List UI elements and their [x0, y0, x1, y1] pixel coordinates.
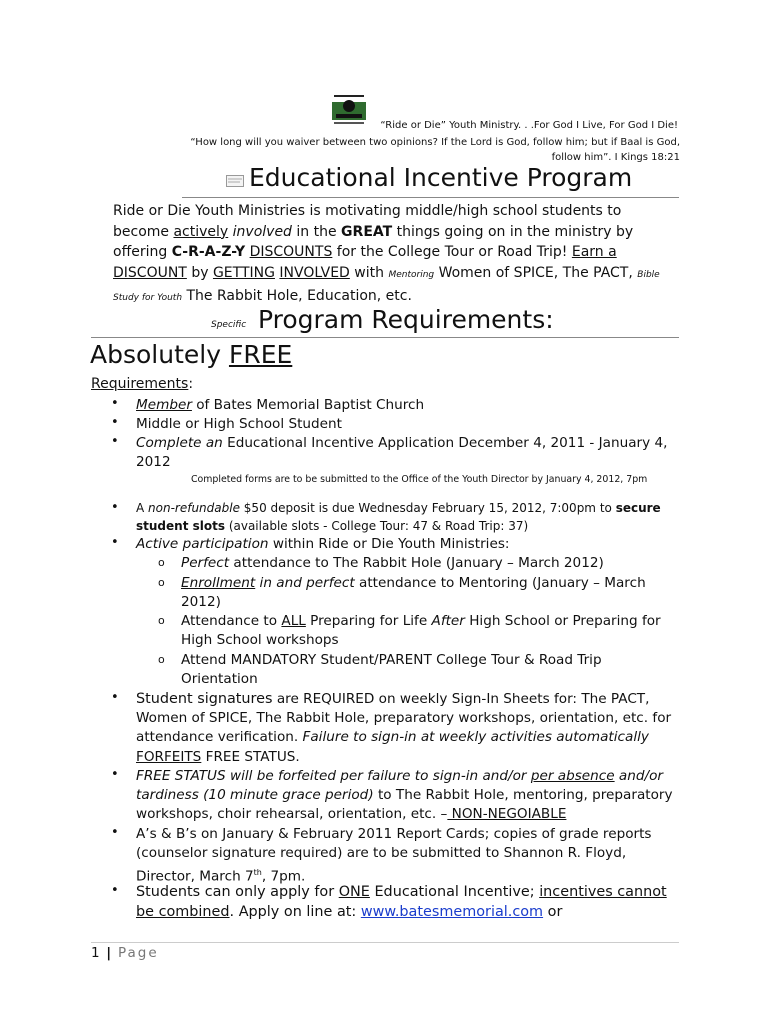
sub-bullet-icon: o: [158, 614, 165, 627]
sub-list-item: Attendance to ALL Preparing for Life After High School or Preparing for High School workshops: [181, 613, 661, 649]
absolutely-free-heading: Absolutely FREE: [90, 340, 293, 369]
sub-bullet-icon: o: [158, 653, 165, 666]
list-item: Member of Bates Memorial Baptist Church: [136, 397, 425, 413]
sub-list-item: Perfect attendance to The Rabbit Hole (January – March 2012): [181, 555, 604, 571]
page-footer: 1 | Page: [91, 945, 159, 961]
footer-rule: [91, 942, 679, 943]
website-link[interactable]: www.batesmemorial.com: [360, 904, 544, 920]
bullet-icon: •: [111, 825, 119, 840]
list-item: A non-refundable $50 deposit is due Wednesday February 15, 2012, 7:00pm to secure student slots (available slots - College Tour: 47 & Road Trip: 37): [136, 501, 661, 533]
list-item: FREE STATUS will be forfeited per failure to sign-in and/or per absence and/or tardiness (10 minute grace period) to The Rabbit Hole, mentoring, preparatory workshops, choir rehearsal, orientation, etc. – NON-NEGOIABLE: [136, 768, 673, 823]
list-item: Student signatures are REQUIRED on weekly Sign-In Sheets for: The PACT, Women of SPICE, The Rabbit Hole, preparatory workshops, orientation, etc. for attendance verification. Failure to sign-in at weekly activities automatically FORFEITS FREE STATUS.: [136, 691, 672, 765]
bullet-icon: •: [111, 434, 119, 449]
small-image-icon: [226, 175, 244, 187]
header-quote-scripture: “How long will you waiver between two opinions? If the Lord is God, follow him; but if Baal is God, follow him”. I Kings 18:21: [190, 137, 680, 163]
list-item: Active participation within Ride or Die Youth Ministries:: [136, 536, 510, 552]
section-rule: [91, 337, 679, 338]
bullet-icon: •: [111, 690, 119, 705]
sub-list-item: Enrollment in and perfect attendance to Mentoring (January – March 2012): [181, 575, 646, 611]
ministry-logo: [328, 92, 370, 126]
bullet-icon: •: [111, 396, 119, 411]
sub-bullet-icon: o: [158, 576, 165, 589]
header-quote-ministry: “Ride or Die” Youth Ministry. . .For God I Live, For God I Die!: [380, 120, 678, 131]
section-heading: Program Requirements:: [258, 305, 554, 334]
bullet-icon: •: [111, 767, 119, 782]
sub-bullet-icon: o: [158, 556, 165, 569]
bullet-icon: •: [111, 883, 119, 898]
list-item: Complete an Educational Incentive Application December 4, 2011 - January 4, 2012: [136, 435, 668, 471]
list-item: A’s & B’s on January & February 2011 Report Cards; copies of grade reports (counselor signature required) are to be submitted to Shannon R. Floyd, Director, March 7th, 7pm.: [136, 826, 652, 885]
bullet-icon: •: [111, 535, 119, 550]
specific-label: Specific: [211, 320, 247, 330]
sub-list-item: Attend MANDATORY Student/PARENT College Tour & Road Trip Orientation: [181, 652, 602, 688]
bullet-icon: •: [111, 415, 119, 430]
bullet-icon: •: [111, 500, 119, 515]
list-item: Students can only apply for ONE Educational Incentive; incentives cannot be combined. Apply on line at: www.batesmemorial.com or: [136, 884, 667, 920]
note-text: Completed forms are to be submitted to the Office of the Youth Director by January 4, 2012, 7pm: [191, 474, 648, 485]
page-title: Educational Incentive Program: [249, 163, 633, 192]
intro-paragraph: Ride or Die Youth Ministries is motivating middle/high school students to become actively involved in the GREAT things going on in the ministry by offering C-R-A-Z-Y DISCOUNTS for the College Tour or Road Trip! Earn a DISCOUNT by GETTING INVOLVED with Mentoring Women of SPICE, The PACT, Bible Study for Youth The Rabbit Hole, Education, etc.: [113, 203, 660, 304]
requirements-label: Requirements:: [91, 376, 194, 392]
list-item: Middle or High School Student: [136, 416, 342, 432]
